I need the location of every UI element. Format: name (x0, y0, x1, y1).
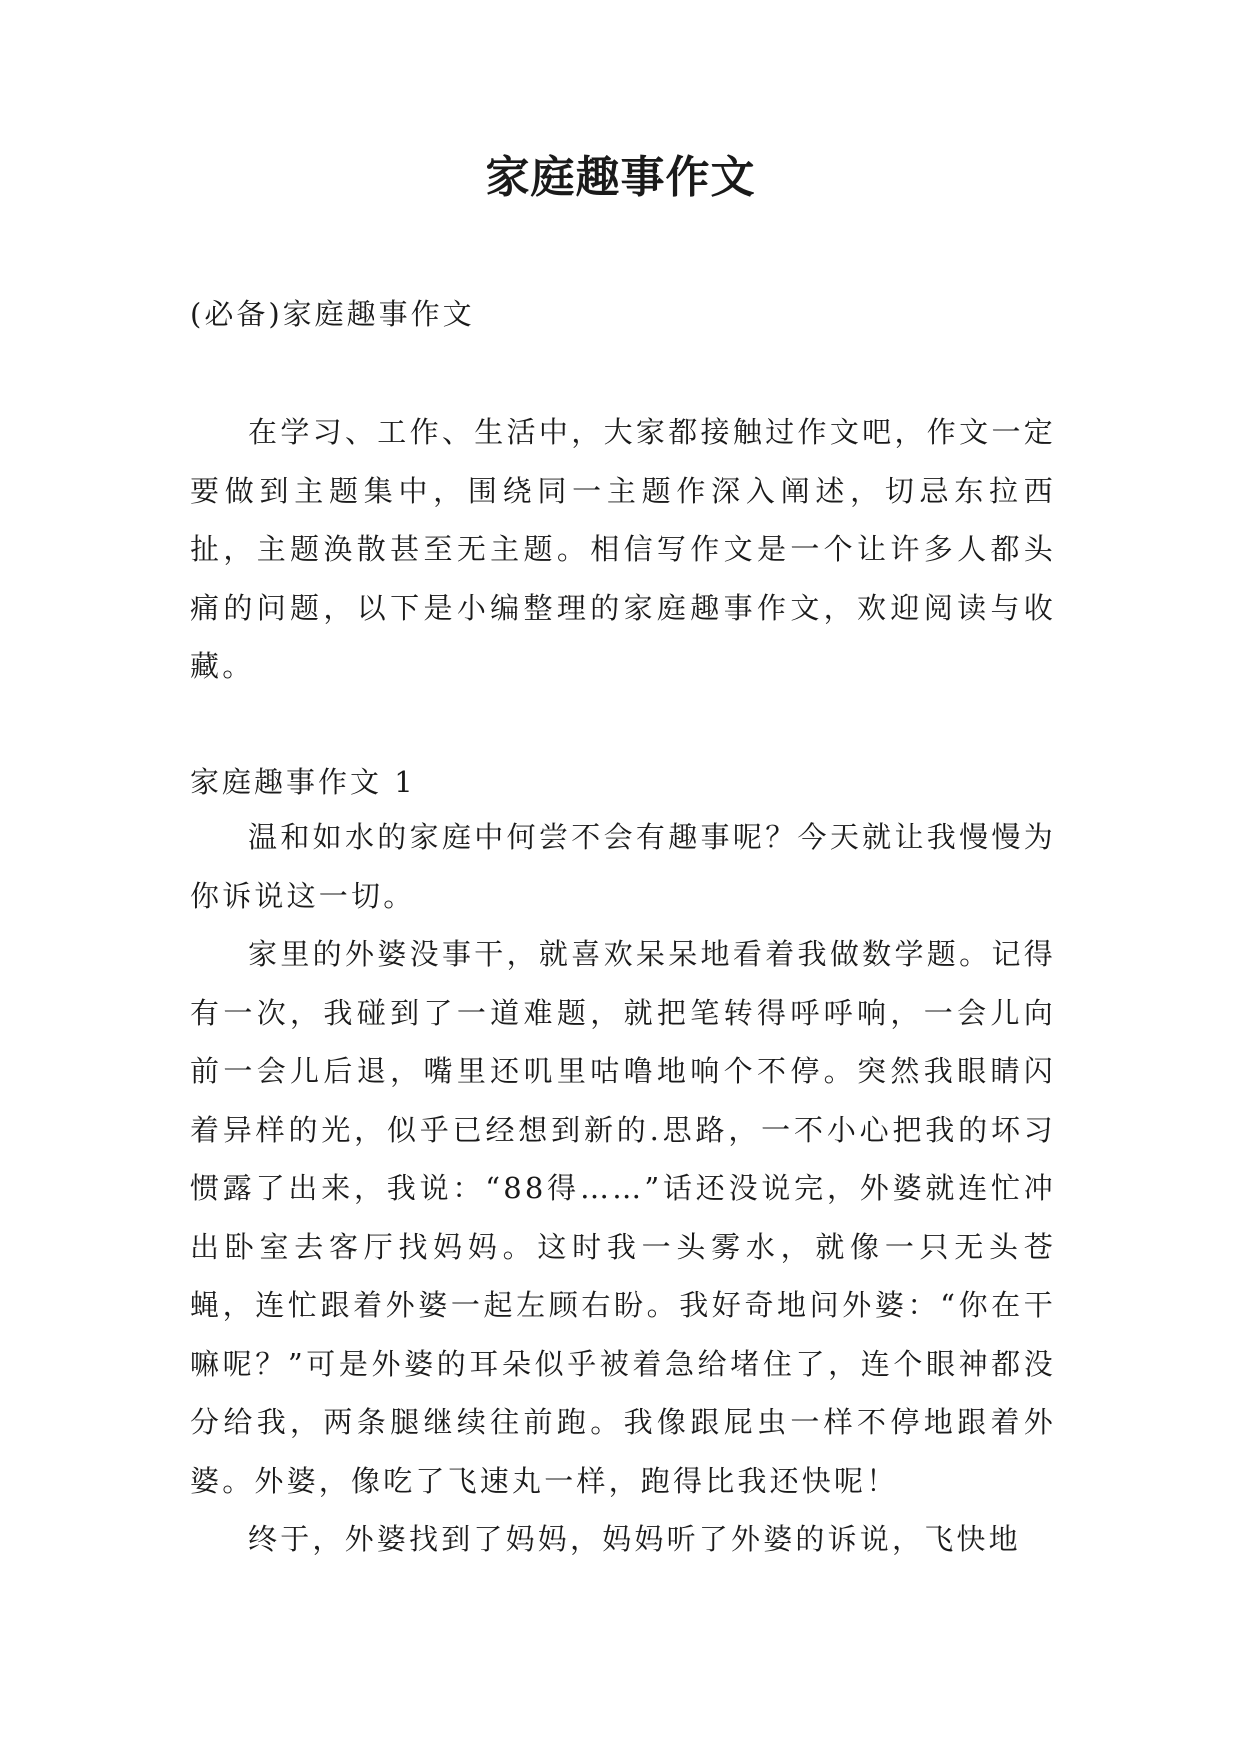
intro-paragraph: 在学习、工作、生活中，大家都接触过作文吧，作文一定要做到主题集中，围绕同一主题作深入阐述，切忌东拉西扯，主题涣散甚至无主题。相信写作文是一个让许多人都头痛的问题，以下是小编整理的家庭趣事作文，欢迎阅读与收藏。 (190, 415, 1056, 683)
essay-body (190, 808, 1056, 1569)
document-title: 家庭趣事作文 (485, 152, 756, 203)
essay-paragraph: 温和如水的家庭中何尝不会有趣事呢？今天就让我慢慢为你诉说这一切。 (190, 820, 1056, 913)
document-subtitle: (必备)家庭趣事作文 (190, 297, 475, 331)
essay-paragraph: 家里的外婆没事干，就喜欢呆呆地看着我做数学题。记得有一次，我碰到了一道难题，就把笔转得呼呼响，一会儿向前一会儿后退，嘴里还叽里咕噜地响个不停。突然我眼睛闪着异样的光，似乎已经想到新的.思路，一不小心把我的坏习惯露了出来，我说：“88得……”话还没说完，外婆就连忙冲出卧室去客厅找妈妈。这时我一头雾水，就像一只无头苍蝇，连忙跟着外婆一起左顾右盼。我好奇地问外婆：“你在干嘛呢？”可是外婆的耳朵似乎被着急给堵住了，连个眼神都没分给我，两条腿继续往前跑。我像跟屁虫一样不停地跟着外婆。外婆，像吃了飞速丸一样，跑得比我还快呢！ (190, 937, 1056, 1498)
essay-paragraph: 终于，外婆找到了妈妈，妈妈听了外婆的诉说，飞快地 (248, 1522, 1021, 1556)
intro-block (190, 403, 1056, 696)
section-heading: 家庭趣事作文 1 (190, 765, 416, 799)
